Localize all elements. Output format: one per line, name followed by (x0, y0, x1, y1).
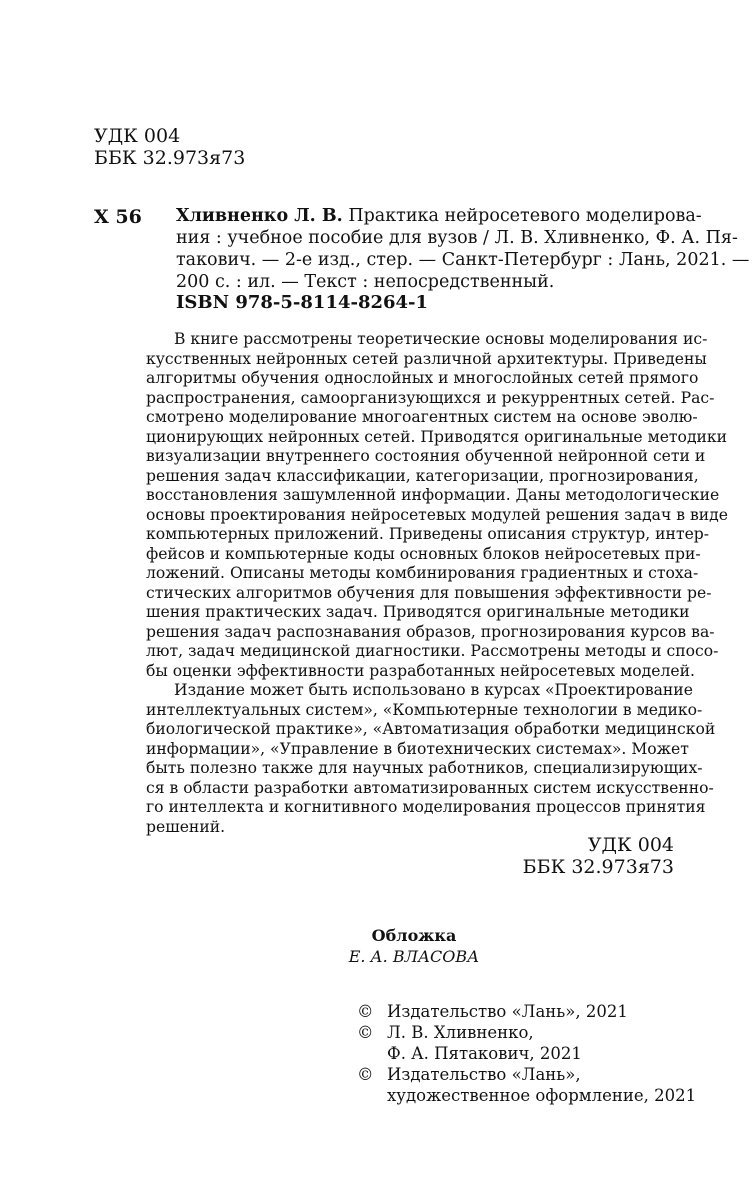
cover-designer-name: Е. А. ВЛАСОВА (348, 947, 480, 966)
abstract-line: го интеллекта и когнитивного моделирования процессов принятия (146, 798, 706, 816)
copyright-text: Издательство «Лань», 2021 (387, 1002, 628, 1021)
copyright-block (357, 1001, 696, 1106)
isbn: ISBN 978-5-8114-8264-1 (176, 292, 429, 313)
abstract-line: решения задач распознавания образов, прогнозирования курсов ва- (146, 622, 715, 641)
udk-code: УДК 004 (587, 834, 674, 856)
copyright-line (357, 1022, 696, 1043)
abstract-line: алгоритмы обучения однослойных и многослойных сетей прямого (146, 369, 699, 387)
classification-codes-bottom (523, 834, 674, 878)
copyright-line (357, 1001, 696, 1022)
abstract-line: ложений. Описаны методы комбинирования градиентных и стоха- (146, 564, 699, 582)
bibliographic-record (176, 205, 750, 293)
abstract-line: решений. (146, 817, 226, 836)
bbk-code: ББК 32.973я73 (522, 856, 674, 878)
abstract-line: шения практических задач. Приводятся оригинальные методики (146, 603, 690, 621)
classification-codes-top (94, 125, 245, 169)
copyright-line (357, 1085, 696, 1106)
copyright-line (357, 1064, 696, 1085)
abstract (146, 330, 728, 837)
abstract-line: фейсов и компьютерные коды основных блоков нейросетевых при- (146, 544, 701, 563)
author-name: Хливненко Л. В. (176, 206, 343, 226)
abstract-line: основы проектирования нейросетевых модулей решения задач в виде (146, 505, 728, 524)
abstract-line: информации», «Управление в биотехнических системах». Может (146, 739, 689, 758)
copyright-symbol (357, 1085, 387, 1106)
abstract-line: биологической практике», «Автоматизация обработки медицинской (146, 720, 716, 738)
abstract-line: компьютерных приложений. Приведены описания структур, интер- (146, 525, 710, 543)
abstract-line: кусственных нейронных сетей различной архитектуры. Приведены (146, 349, 707, 368)
copyright-text: Л. В. Хливненко, (387, 1023, 534, 1042)
abstract-line: ся в области разработки автоматизированных систем искусственно- (146, 778, 714, 797)
author-mark: Х 56 (94, 206, 142, 228)
copyright-symbol: © (357, 1065, 374, 1084)
abstract-line: быть полезно также для научных работников, специализирующих- (146, 759, 703, 777)
abstract-line: смотрено моделирование многоагентных систем на основе эволю- (146, 408, 698, 426)
biblio-line-2: ния : учебное пособие для вузов / Л. В. Хливненко, Ф. А. Пя- (176, 228, 738, 248)
copyright-text: Издательство «Лань», (387, 1065, 581, 1084)
abstract-line: ционирующих нейронных сетей. Приводятся оригинальные методики (146, 427, 728, 446)
abstract-line: визуализации внутреннего состояния обученной нейронной сети и (146, 447, 706, 465)
abstract-line: бы оценки эффективности разработанных нейросетевых моделей. (146, 661, 695, 680)
abstract-paragraph-2 (146, 681, 716, 837)
abstract-line: стических алгоритмов обучения для повышения эффективности ре- (146, 583, 712, 602)
copyright-text: художественное оформление, 2021 (387, 1086, 697, 1105)
cover-credit-label: Обложка (371, 926, 457, 945)
copyright-symbol (357, 1043, 387, 1064)
abstract-line: интеллектуальных систем», «Компьютерные технологии в медико- (146, 700, 703, 719)
abstract-paragraph-1 (146, 330, 728, 681)
bbk-code: ББК 32.973я73 (94, 147, 246, 169)
copyright-symbol: © (357, 1023, 374, 1042)
abstract-line: восстановления зашумленной информации. Даны методологические (146, 486, 720, 504)
copyright-symbol: © (357, 1002, 374, 1021)
abstract-line: В книге рассмотрены теоретические основы моделирования ис- (174, 330, 708, 348)
biblio-line-1: Хливненко Л. В. Практика нейросетевого моделирова- (176, 206, 702, 226)
abstract-line: распространения, самоорганизующихся и рекуррентных сетей. Рас- (146, 388, 715, 407)
biblio-line-3: такович. — 2-е изд., стер. — Санкт-Петербург : Лань, 2021. — (176, 250, 750, 270)
abstract-line: Издание может быть использовано в курсах «Проектирование (174, 681, 693, 699)
abstract-line: лют, задач медицинской диагностики. Рассмотрены методы и спосо- (146, 642, 719, 660)
copyright-line (357, 1043, 696, 1064)
biblio-line-4: 200 с. : ил. — Текст : непосредственный. (176, 272, 555, 292)
abstract-line: решения задач классификации, категоризации, прогнозирования, (146, 466, 699, 485)
copyright-text: Ф. А. Пятакович, 2021 (387, 1044, 582, 1063)
udk-code: УДК 004 (94, 125, 181, 147)
